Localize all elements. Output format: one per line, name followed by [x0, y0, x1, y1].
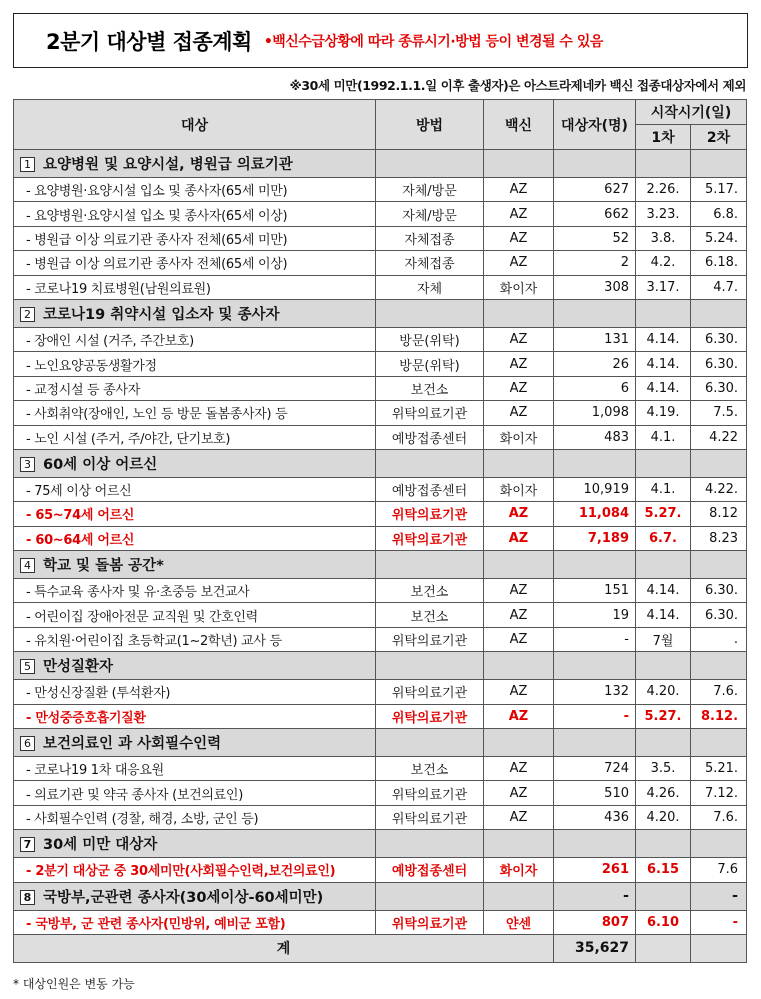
- row-second-date: 7.6: [691, 858, 747, 882]
- section-method: [376, 830, 484, 858]
- row-first-date: 4.1.: [636, 477, 691, 501]
- row-first-date: 4.19.: [636, 401, 691, 425]
- row-method: 자체접종: [376, 251, 484, 275]
- row-method: 위탁의료기관: [376, 805, 484, 829]
- row-target: - 65~74세 어르신: [14, 502, 376, 526]
- section-count: [554, 652, 636, 680]
- row-first-date: 5.27.: [636, 704, 691, 728]
- section-number-box: 7: [20, 837, 35, 852]
- section-second: [691, 830, 747, 858]
- row-target: - 의료기관 및 약국 종사자 (보건의료인): [14, 781, 376, 805]
- header-second: 2차: [691, 125, 747, 150]
- row-vaccine: AZ: [484, 704, 554, 728]
- section-first: [636, 299, 691, 327]
- table-row: [14, 603, 747, 627]
- row-method: 위탁의료기관: [376, 704, 484, 728]
- row-vaccine: AZ: [484, 603, 554, 627]
- row-second-date: 6.30.: [691, 327, 747, 351]
- section-row: [14, 150, 747, 178]
- row-second-date: 6.30.: [691, 579, 747, 603]
- section-title: [14, 150, 376, 178]
- footnote: * 대상인원은 변동 가능: [13, 977, 135, 991]
- row-count: 2: [554, 251, 636, 275]
- row-second-date: 7.6.: [691, 680, 747, 704]
- section-method: [376, 551, 484, 579]
- row-first-date: 4.14.: [636, 327, 691, 351]
- row-count: -: [554, 704, 636, 728]
- section-row: [14, 449, 747, 477]
- section-first: [636, 449, 691, 477]
- table-row: [14, 178, 747, 202]
- row-vaccine: AZ: [484, 202, 554, 226]
- section-vaccine: [484, 449, 554, 477]
- row-target: - 코로나19 1차 대응요원: [14, 757, 376, 781]
- section-first: [636, 150, 691, 178]
- section-row: [14, 299, 747, 327]
- row-method: 예방접종센터: [376, 477, 484, 501]
- row-method: 위탁의료기관: [376, 680, 484, 704]
- table-row: [14, 704, 747, 728]
- row-count: 662: [554, 202, 636, 226]
- row-target: - 유치원·어린이집 초등학교(1~2학년) 교사 등: [14, 627, 376, 651]
- table-row: [14, 757, 747, 781]
- section-label: 보건의료인 과 사회필수인력: [43, 736, 222, 753]
- section-first: [636, 652, 691, 680]
- row-second-date: 6.18.: [691, 251, 747, 275]
- row-method: 위탁의료기관: [376, 526, 484, 550]
- row-first-date: 4.14.: [636, 376, 691, 400]
- row-first-date: 4.1.: [636, 425, 691, 449]
- row-method: 위탁의료기관: [376, 910, 484, 934]
- row-count: 132: [554, 680, 636, 704]
- row-first-date: 3.17.: [636, 275, 691, 299]
- row-method: 예방접종센터: [376, 858, 484, 882]
- row-count: 26: [554, 352, 636, 376]
- row-target: - 2분기 대상군 중 30세미만(사회필수인력,보건의료인): [14, 858, 376, 882]
- section-title: [14, 830, 376, 858]
- row-count: -: [554, 627, 636, 651]
- row-first-date: 3.23.: [636, 202, 691, 226]
- row-first-date: 4.20.: [636, 805, 691, 829]
- header-method: 방법: [376, 100, 484, 150]
- header-count: 대상자(명): [554, 100, 636, 150]
- plan-body: [14, 150, 747, 935]
- row-first-date: 4.26.: [636, 781, 691, 805]
- row-count: 807: [554, 910, 636, 934]
- section-label: 60세 이상 어르신: [43, 456, 158, 473]
- table-row: [14, 680, 747, 704]
- row-method: 보건소: [376, 376, 484, 400]
- row-target: - 국방부, 군 관련 종사자(민방위, 예비군 포함): [14, 910, 376, 934]
- row-vaccine: 화이자: [484, 858, 554, 882]
- section-row: [14, 882, 747, 910]
- table-row: [14, 477, 747, 501]
- section-method: [376, 449, 484, 477]
- row-second-date: 5.21.: [691, 757, 747, 781]
- section-method: [376, 652, 484, 680]
- section-first: [636, 551, 691, 579]
- row-second-date: 4.22: [691, 425, 747, 449]
- section-number-box: 8: [20, 890, 35, 905]
- total-label: 계: [14, 934, 554, 962]
- section-vaccine: [484, 830, 554, 858]
- header-vaccine: 백신: [484, 100, 554, 150]
- table-row: [14, 579, 747, 603]
- section-title: [14, 299, 376, 327]
- section-title: [14, 652, 376, 680]
- row-method: 자체: [376, 275, 484, 299]
- table-row: [14, 376, 747, 400]
- table-row: [14, 352, 747, 376]
- page-subtitle: •백신수급상황에 따라 종류시기·방법 등이 변경될 수 있음: [263, 33, 603, 50]
- row-vaccine: AZ: [484, 352, 554, 376]
- row-first-date: 4.14.: [636, 579, 691, 603]
- row-vaccine: AZ: [484, 526, 554, 550]
- section-number-box: 4: [20, 558, 35, 573]
- row-second-date: 6.30.: [691, 352, 747, 376]
- row-target: - 60~64세 어르신: [14, 526, 376, 550]
- row-second-date: .: [691, 627, 747, 651]
- section-number-box: 5: [20, 659, 35, 674]
- total-first: [636, 934, 691, 962]
- section-vaccine: [484, 729, 554, 757]
- header-first: 1차: [636, 125, 691, 150]
- table-row: [14, 781, 747, 805]
- row-target: - 특수교육 종사자 및 유·초중등 보건교사: [14, 579, 376, 603]
- row-method: 자체/방문: [376, 202, 484, 226]
- section-first: [636, 729, 691, 757]
- row-first-date: 6.10: [636, 910, 691, 934]
- row-count: 19: [554, 603, 636, 627]
- section-label: 요양병원 및 요양시설, 병원급 의료기관: [43, 157, 293, 173]
- section-title: [14, 551, 376, 579]
- section-method: [376, 882, 484, 910]
- table-row: [14, 401, 747, 425]
- row-first-date: 7월: [636, 627, 691, 651]
- table-row: [14, 627, 747, 651]
- row-count: 627: [554, 178, 636, 202]
- row-count: 10,919: [554, 477, 636, 501]
- row-count: 52: [554, 226, 636, 250]
- row-count: 308: [554, 275, 636, 299]
- row-count: 6: [554, 376, 636, 400]
- table-row: [14, 275, 747, 299]
- row-second-date: 7.6.: [691, 805, 747, 829]
- section-count: [554, 830, 636, 858]
- total-count: 35,627: [554, 934, 636, 962]
- section-label: 만성질환자: [43, 659, 114, 676]
- title-box: [13, 13, 748, 68]
- row-target: - 병원급 이상 의료기관 종사자 전체(65세 이상): [14, 251, 376, 275]
- section-second: [691, 150, 747, 178]
- section-count: [554, 150, 636, 178]
- row-method: 예방접종센터: [376, 425, 484, 449]
- section-vaccine: [484, 551, 554, 579]
- section-second: [691, 449, 747, 477]
- row-vaccine: AZ: [484, 680, 554, 704]
- row-target: - 요양병원·요양시설 입소 및 종사자(65세 이상): [14, 202, 376, 226]
- row-vaccine: AZ: [484, 805, 554, 829]
- section-count: [554, 551, 636, 579]
- section-second: [691, 551, 747, 579]
- section-count: [554, 729, 636, 757]
- section-title: [14, 729, 376, 757]
- table-row: [14, 502, 747, 526]
- row-second-date: 8.23: [691, 526, 747, 550]
- row-vaccine: AZ: [484, 579, 554, 603]
- row-target: - 어린이집 장애아전문 교직원 및 간호인력: [14, 603, 376, 627]
- row-second-date: 8.12.: [691, 704, 747, 728]
- table-row: [14, 202, 747, 226]
- row-method: 방문(위탁): [376, 352, 484, 376]
- row-vaccine: 얀센: [484, 910, 554, 934]
- row-first-date: 5.27.: [636, 502, 691, 526]
- row-target: - 코로나19 치료병원(남원의료원): [14, 275, 376, 299]
- row-second-date: 5.24.: [691, 226, 747, 250]
- row-method: 보건소: [376, 757, 484, 781]
- row-target: - 장애인 시설 (거주, 주간보호): [14, 327, 376, 351]
- header-target: 대상: [14, 100, 376, 150]
- section-second: [691, 652, 747, 680]
- row-count: 510: [554, 781, 636, 805]
- section-label: 국방부,군관련 종사자(30세이상-60세미만): [43, 889, 324, 906]
- section-number-box: 3: [20, 457, 35, 472]
- section-row: [14, 652, 747, 680]
- row-second-date: 4.22.: [691, 477, 747, 501]
- row-count: 261: [554, 858, 636, 882]
- row-first-date: 2.26.: [636, 178, 691, 202]
- table-row: [14, 526, 747, 550]
- section-row: [14, 830, 747, 858]
- row-vaccine: AZ: [484, 401, 554, 425]
- row-first-date: 4.2.: [636, 251, 691, 275]
- section-label: 코로나19 취약시설 입소자 및 종사자: [43, 306, 280, 323]
- age-exclusion-note: ※30세 미만(1992.1.1.일 이후 출생자)은 아스트라제네카 백신 접종대상자에서 제외: [289, 78, 746, 93]
- row-target: - 75세 이상 어르신: [14, 477, 376, 501]
- row-method: 위탁의료기관: [376, 627, 484, 651]
- row-vaccine: AZ: [484, 226, 554, 250]
- row-target: - 만성신장질환 (투석환자): [14, 680, 376, 704]
- row-first-date: 4.20.: [636, 680, 691, 704]
- row-vaccine: AZ: [484, 757, 554, 781]
- table-row: [14, 858, 747, 882]
- row-second-date: 6.30.: [691, 376, 747, 400]
- row-count: 151: [554, 579, 636, 603]
- row-vaccine: 화이자: [484, 425, 554, 449]
- row-method: 위탁의료기관: [376, 401, 484, 425]
- section-method: [376, 729, 484, 757]
- row-second-date: 5.17.: [691, 178, 747, 202]
- row-count: 1,098: [554, 401, 636, 425]
- total-second: [691, 934, 747, 962]
- table-row: [14, 910, 747, 934]
- row-second-date: 6.30.: [691, 603, 747, 627]
- section-count: [554, 449, 636, 477]
- row-method: 자체접종: [376, 226, 484, 250]
- section-method: [376, 299, 484, 327]
- row-first-date: 4.14.: [636, 603, 691, 627]
- row-method: 자체/방문: [376, 178, 484, 202]
- row-first-date: 6.15: [636, 858, 691, 882]
- section-number-box: 6: [20, 736, 35, 751]
- section-second: [691, 299, 747, 327]
- section-label: 학교 및 돌봄 공간*: [43, 558, 164, 575]
- section-first: [636, 830, 691, 858]
- page-title: 2분기 대상별 접종계획: [46, 29, 252, 54]
- row-vaccine: 화이자: [484, 477, 554, 501]
- row-first-date: 6.7.: [636, 526, 691, 550]
- section-row: [14, 729, 747, 757]
- row-target: - 노인 시설 (주거, 주/야간, 단기보호): [14, 425, 376, 449]
- header-start: 시작시기(일): [636, 100, 747, 125]
- row-second-date: 6.8.: [691, 202, 747, 226]
- row-target: - 사회취약(장애인, 노인 등 방문 돌봄종사자) 등: [14, 401, 376, 425]
- section-row: [14, 551, 747, 579]
- row-second-date: 7.12.: [691, 781, 747, 805]
- section-vaccine: [484, 882, 554, 910]
- table-row: [14, 805, 747, 829]
- row-method: 위탁의료기관: [376, 502, 484, 526]
- row-count: 131: [554, 327, 636, 351]
- row-target: - 요양병원·요양시설 입소 및 종사자(65세 미만): [14, 178, 376, 202]
- section-title: [14, 882, 376, 910]
- row-vaccine: 화이자: [484, 275, 554, 299]
- section-count: -: [554, 882, 636, 910]
- row-vaccine: AZ: [484, 781, 554, 805]
- row-vaccine: AZ: [484, 251, 554, 275]
- row-target: - 노인요양공동생활가정: [14, 352, 376, 376]
- row-method: 보건소: [376, 579, 484, 603]
- total-row: [14, 934, 747, 962]
- row-count: 724: [554, 757, 636, 781]
- row-second-date: -: [691, 910, 747, 934]
- table-row: [14, 251, 747, 275]
- section-vaccine: [484, 652, 554, 680]
- section-label: 30세 미만 대상자: [43, 837, 158, 854]
- section-number-box: 2: [20, 307, 35, 322]
- table-row: [14, 425, 747, 449]
- row-count: 483: [554, 425, 636, 449]
- row-first-date: 3.5.: [636, 757, 691, 781]
- section-second: [691, 729, 747, 757]
- vaccination-plan-table: [13, 99, 747, 963]
- row-vaccine: AZ: [484, 178, 554, 202]
- row-method: 방문(위탁): [376, 327, 484, 351]
- row-first-date: 4.14.: [636, 352, 691, 376]
- section-vaccine: [484, 299, 554, 327]
- row-method: 보건소: [376, 603, 484, 627]
- table-row: [14, 226, 747, 250]
- row-vaccine: AZ: [484, 327, 554, 351]
- section-vaccine: [484, 150, 554, 178]
- section-number-box: 1: [20, 157, 35, 172]
- section-first: [636, 882, 691, 910]
- row-target: - 병원급 이상 의료기관 종사자 전체(65세 미만): [14, 226, 376, 250]
- row-second-date: 8.12: [691, 502, 747, 526]
- row-vaccine: AZ: [484, 502, 554, 526]
- section-count: [554, 299, 636, 327]
- section-title: [14, 449, 376, 477]
- row-vaccine: AZ: [484, 627, 554, 651]
- row-second-date: 4.7.: [691, 275, 747, 299]
- row-method: 위탁의료기관: [376, 781, 484, 805]
- row-vaccine: AZ: [484, 376, 554, 400]
- row-second-date: 7.5.: [691, 401, 747, 425]
- row-target: - 사회필수인력 (경찰, 해경, 소방, 군인 등): [14, 805, 376, 829]
- row-count: 11,084: [554, 502, 636, 526]
- section-method: [376, 150, 484, 178]
- row-first-date: 3.8.: [636, 226, 691, 250]
- row-count: 436: [554, 805, 636, 829]
- row-count: 7,189: [554, 526, 636, 550]
- table-row: [14, 327, 747, 351]
- section-second: -: [691, 882, 747, 910]
- row-target: - 교정시설 등 종사자: [14, 376, 376, 400]
- row-target: - 만성중증호흡기질환: [14, 704, 376, 728]
